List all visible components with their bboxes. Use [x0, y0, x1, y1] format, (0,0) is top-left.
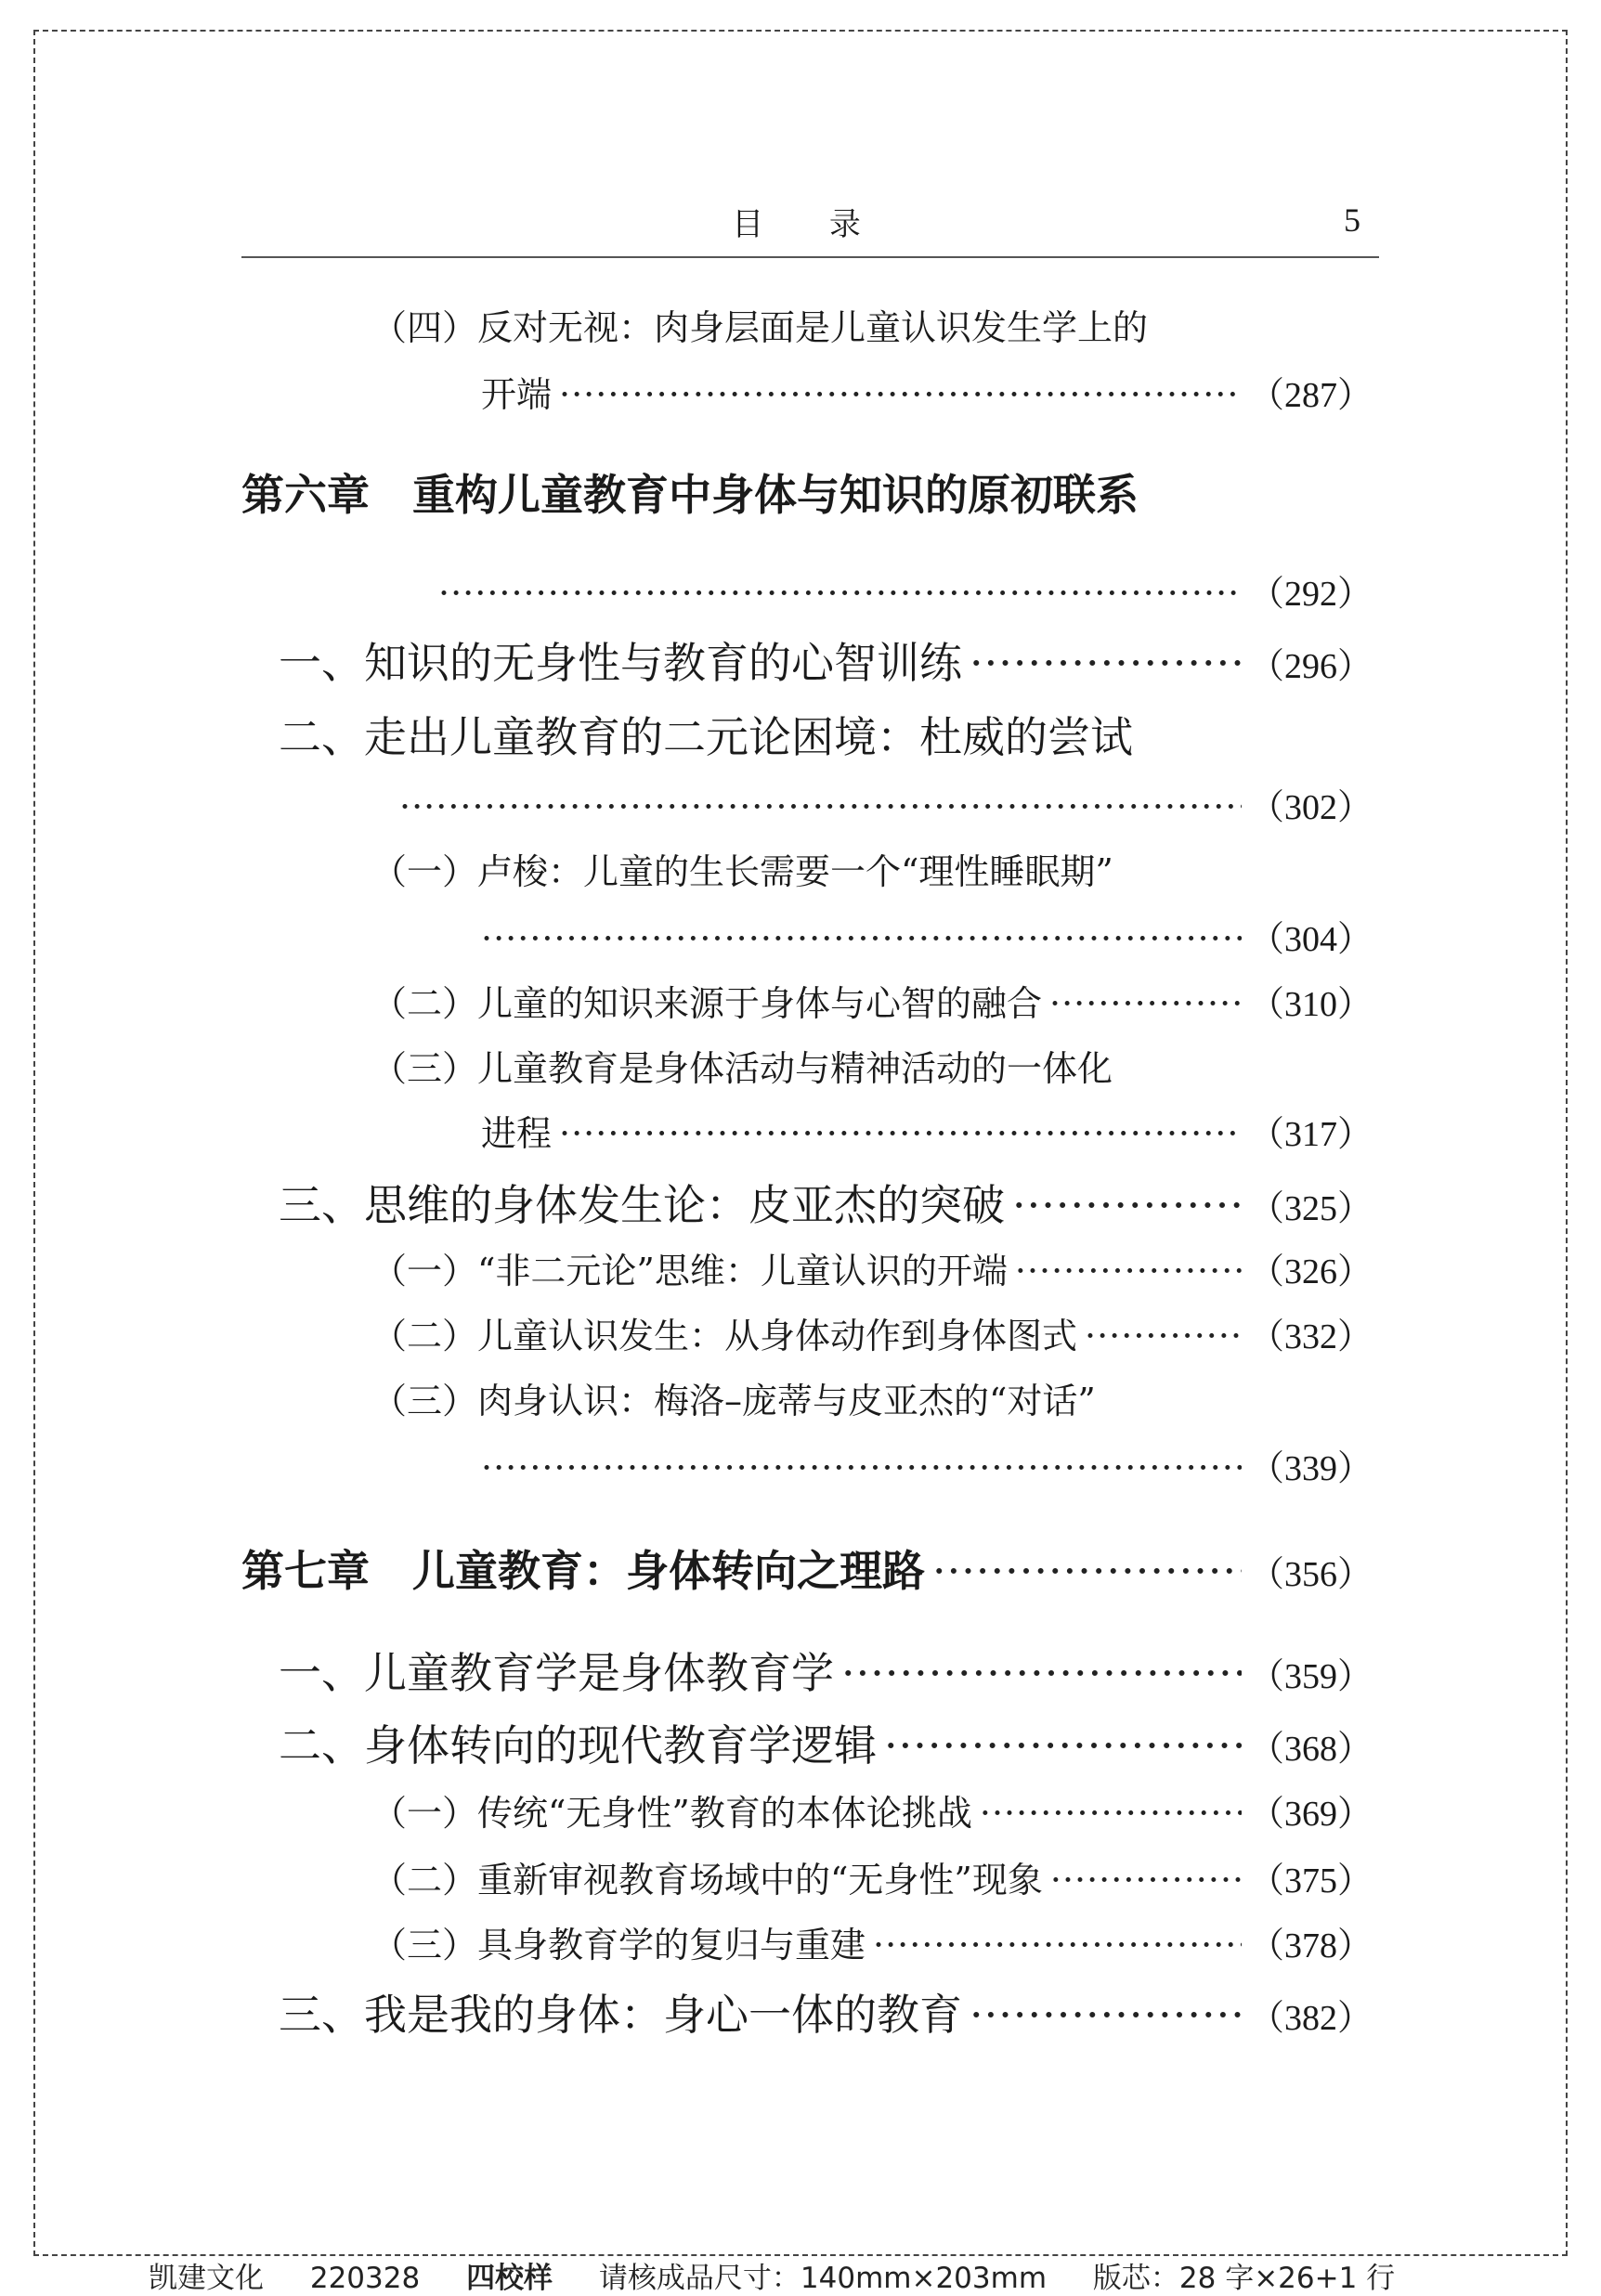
toc-page-number: （310） — [1248, 985, 1373, 1024]
leader-dots — [1085, 1316, 1242, 1356]
leader-dots — [438, 573, 1242, 614]
leader-dots — [1050, 1860, 1242, 1900]
leader-dots — [559, 374, 1242, 415]
toc-entry-label: 一、知识的无身性与教育的心智训练 — [279, 638, 962, 688]
toc-entry[interactable] — [371, 1784, 1373, 1836]
toc-entry-label: 三、思维的身体发生论：皮亚杰的突破 — [279, 1180, 1005, 1230]
toc-page-number: （375） — [1248, 1861, 1373, 1900]
type-area-note: 版芯：28 字×26+1 行 — [1092, 2262, 1396, 2295]
toc-entry-label: （二）重新审视教育场域中的“无身性”现象 — [371, 1860, 1043, 1900]
trim-size-note: 请核成品尺寸：140mm×203mm — [598, 2262, 1048, 2295]
toc-entry-label: （二）儿童认识发生：从身体动作到身体图式 — [371, 1316, 1078, 1356]
toc-entry — [481, 1439, 1373, 1490]
chapter-heading[interactable]: 第六章 重构儿童教育中身体与知识的原初联系 — [241, 470, 1139, 520]
toc-page-number: （326） — [1248, 1252, 1373, 1291]
toc-page-number: （302） — [1248, 788, 1373, 827]
toc-page-number: （359） — [1248, 1657, 1373, 1696]
leader-dots — [841, 1648, 1242, 1698]
toc-page-number: （287） — [1248, 376, 1373, 415]
toc-entry-label: 二、身体转向的现代教育学逻辑 — [279, 1720, 877, 1771]
toc-entry[interactable] — [371, 975, 1373, 1026]
toc-entry-label: （二）儿童的知识来源于身体与心智的融合 — [371, 983, 1043, 1024]
toc-entry[interactable] — [279, 1981, 1373, 2043]
toc-entry-label: 进程 — [481, 1113, 553, 1154]
toc-entry[interactable] — [371, 1851, 1373, 1902]
leader-dots — [1049, 983, 1242, 1024]
leader-dots — [559, 1113, 1242, 1154]
leader-dots — [884, 1720, 1242, 1771]
toc-entry-label[interactable]: 二、走出儿童教育的二元论困境：杜威的尝试 — [279, 712, 1133, 762]
toc-page-number: （339） — [1248, 1449, 1373, 1488]
toc-entry-label: 一、儿童教育学是身体教育学 — [279, 1648, 834, 1698]
toc-entry — [481, 1105, 1373, 1156]
leader-dots — [399, 786, 1242, 827]
toc-entry-label[interactable]: （一）卢梭：儿童的生长需要一个“理性睡眠期” — [371, 851, 1113, 892]
leader-dots — [932, 1546, 1242, 1596]
toc-entry-label[interactable]: （三）肉身认识：梅洛–庞蒂与皮亚杰的“对话” — [371, 1381, 1096, 1421]
leader-dots — [873, 1925, 1242, 1965]
toc-entry — [438, 564, 1373, 616]
toc-entry[interactable] — [481, 366, 1373, 417]
toc-entry — [399, 778, 1373, 829]
toc-entry[interactable] — [371, 1307, 1373, 1358]
toc-page-number: （382） — [1248, 1999, 1373, 2038]
toc-entry-label: （一）传统“无身性”教育的本体论挑战 — [371, 1793, 972, 1834]
toc-entry-label[interactable]: （三）儿童教育是身体活动与精神活动的一体化 — [371, 1048, 1113, 1089]
toc-entry-label: （四）反对无视：肉身层面是儿童认识发生学上的 — [371, 307, 1149, 348]
header-title: 目 录 — [732, 206, 889, 243]
leader-dots — [1012, 1180, 1242, 1230]
toc-page-number: （296） — [1248, 647, 1373, 686]
toc-page-number: （369） — [1248, 1795, 1373, 1834]
toc-entry-label: （一）“非二元论”思维：儿童认识的开端 — [371, 1251, 1008, 1291]
job-code: 220328 — [309, 2262, 421, 2295]
toc-entry[interactable] — [371, 1242, 1373, 1293]
toc-entry[interactable] — [279, 1640, 1373, 1701]
leader-dots — [980, 1793, 1242, 1834]
toc-entry-label: 开端 — [481, 374, 553, 415]
leader-dots — [481, 1447, 1242, 1488]
toc-entry[interactable] — [279, 1712, 1373, 1773]
toc-page-number: （292） — [1248, 575, 1373, 614]
toc-entry-label: 三、我是我的身体：身心一体的教育 — [279, 1990, 962, 2040]
toc-page-number: （332） — [1248, 1317, 1373, 1356]
page-number: 5 — [1344, 201, 1360, 239]
print-slug — [149, 2254, 1432, 2296]
publisher-name: 凯建文化 — [149, 2262, 264, 2295]
leader-dots — [1015, 1251, 1242, 1291]
toc-page-number: （317） — [1248, 1115, 1373, 1154]
leader-dots — [481, 918, 1242, 959]
toc-page-number: （368） — [1248, 1730, 1373, 1769]
toc-entry-label: （三）具身教育学的复归与重建 — [371, 1925, 866, 1965]
leader-dots — [970, 638, 1242, 688]
toc-entry[interactable] — [279, 1172, 1373, 1233]
toc-entry[interactable] — [279, 629, 1373, 691]
toc-entry[interactable] — [241, 1537, 1373, 1599]
toc-entry — [481, 910, 1373, 961]
proof-stage: 四校样 — [466, 2262, 553, 2295]
leader-dots — [970, 1990, 1242, 2040]
chapter-heading: 第七章 儿童教育：身体转向之理路 — [241, 1546, 925, 1596]
toc-page-number: （378） — [1248, 1926, 1373, 1965]
toc-entry[interactable] — [371, 1916, 1373, 1967]
toc-page-number: （325） — [1248, 1189, 1373, 1228]
toc-page-number: （304） — [1248, 920, 1373, 959]
toc-page-number: （356） — [1248, 1555, 1373, 1594]
running-header — [241, 195, 1379, 258]
